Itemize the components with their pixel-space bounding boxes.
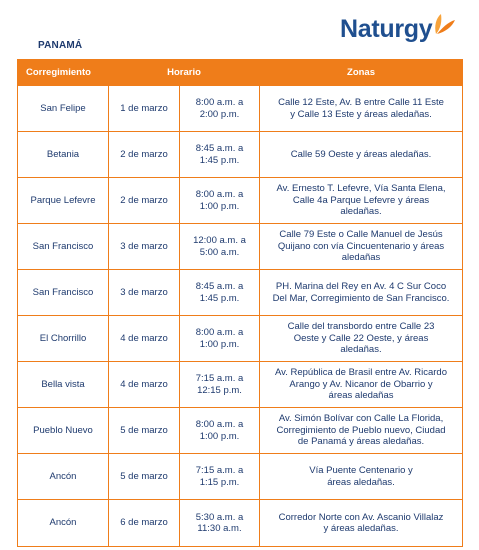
butterfly-icon [430,12,456,40]
cell-corregimiento-line: Betania [46,148,80,160]
cell-horario-line: 5:00 a.m. [199,246,240,258]
cell-corregimiento [18,500,109,547]
cell-zonas-line: aledañas [341,252,381,264]
cell-corregimiento [18,132,109,178]
cell-zonas-line: áreas aledañas. [327,476,395,488]
cell-horario-line: 8:00 a.m. a [195,189,244,200]
cell-fecha [109,270,180,316]
table-row [18,316,463,362]
cell-horario [180,316,260,362]
cell-horario-line: 1:00 p.m. [199,430,240,442]
cell-corregimiento-line: El Chorrillo [39,332,87,344]
cell-zonas-line: áreas aledañas [328,390,394,402]
cell-corregimiento-line: San Felipe [40,102,86,114]
table-row [18,86,463,132]
cell-fecha-line: 6 de marzo [120,517,168,529]
table-row [18,178,463,224]
cell-fecha [109,224,180,270]
cell-fecha-line: 2 de marzo [120,148,168,160]
cell-horario [180,408,260,454]
cell-fecha [109,86,180,132]
cell-corregimiento-line: Parque Lefevre [30,194,96,206]
cell-horario-line: 8:00 a.m. a [195,327,244,338]
table-row [18,454,463,500]
cell-zonas-line: Calle 59 Oeste y áreas aledañas. [290,148,432,160]
table-row [18,224,463,270]
cell-corregimiento [18,86,109,132]
cell-zonas-line: Calle 4a Parque Lefevre y áreas [292,194,430,206]
cell-horario [180,500,260,547]
cell-horario-line: 12:15 p.m. [197,384,242,396]
cell-fecha-line: 4 de marzo [120,332,168,344]
table-row [18,408,463,454]
cell-zonas [260,132,463,178]
cell-zonas-line: Calle 12 Este, Av. B entre Calle 11 Este [278,97,444,108]
table-header-row [18,60,463,86]
cell-zonas-line: aledañas. [340,206,382,218]
cell-fecha-line: 5 de marzo [120,424,168,436]
cell-zonas-line: aledañas. [340,344,382,356]
cell-zonas-line: Vía Puente Centenario y [309,465,413,476]
cell-corregimiento [18,178,109,224]
cell-zonas-line: Oeste y Calle 22 Oeste, y áreas [293,332,429,344]
cell-horario-line: 7:15 a.m. a [195,465,244,476]
cell-horario-line: 8:45 a.m. a [195,281,244,292]
cell-fecha [109,362,180,408]
cell-horario-line: 8:00 a.m. a [195,419,244,430]
cell-fecha-line: 3 de marzo [120,286,168,298]
cell-zonas [260,500,463,547]
schedule-table-container [17,59,462,547]
cell-zonas-line: Del Mar, Corregimiento de San Francisco. [272,292,450,304]
naturgy-logo [340,14,456,48]
region-title: PANAMÁ [38,40,83,51]
cell-horario-line: 2:00 p.m. [199,108,240,120]
cell-corregimiento [18,316,109,362]
header-horario: Horario [109,60,260,86]
cell-horario [180,178,260,224]
cell-corregimiento-line: San Francisco [32,286,94,298]
cell-corregimiento [18,270,109,316]
cell-fecha [109,408,180,454]
cell-zonas [260,362,463,408]
cell-horario-line: 7:15 a.m. a [195,373,244,384]
cell-corregimiento-line: San Francisco [32,240,94,252]
schedule-table [17,59,463,547]
cell-horario-line: 1:45 p.m. [199,154,240,166]
cell-horario-line: 1:00 p.m. [199,338,240,350]
cell-corregimiento [18,224,109,270]
header-zonas: Zonas [260,60,463,86]
cell-horario-line: 12:00 a.m. a [193,235,246,246]
brand-name: Naturgy [340,15,433,43]
cell-fecha [109,454,180,500]
cell-fecha [109,178,180,224]
cell-horario [180,224,260,270]
cell-horario-line: 8:45 a.m. a [195,143,244,154]
cell-zonas-line: Av. República de Brasil entre Av. Ricardo [275,367,447,379]
cell-zonas-line: Quijano con vía Cincuentenario y áreas [277,240,445,252]
cell-horario [180,132,260,178]
cell-corregimiento-line: Pueblo Nuevo [33,424,93,436]
cell-corregimiento-line: Ancón [49,517,77,529]
cell-horario-line: 1:00 p.m. [199,200,240,212]
cell-zonas [260,86,463,132]
header-corregimiento: Corregimiento [18,60,109,86]
cell-zonas-line: y Calle 13 Este y áreas aledañas. [290,108,432,120]
cell-horario [180,454,260,500]
cell-fecha [109,132,180,178]
cell-zonas-line: Calle del transbordo entre Calle 23 [287,321,435,333]
cell-corregimiento-line: Bella vista [41,378,85,390]
cell-horario-line: 5:30 a.m. a [195,511,244,523]
table-row [18,270,463,316]
cell-fecha-line: 3 de marzo [120,240,168,252]
cell-zonas-line: Calle 79 Este o Calle Manuel de Jesús [279,229,443,241]
cell-zonas-line: Av. Ernesto T. Lefevre, Vía Santa Elena, [276,183,446,195]
cell-zonas [260,408,463,454]
cell-horario-line: 8:00 a.m. a [195,97,244,108]
cell-horario [180,362,260,408]
cell-corregimiento [18,454,109,500]
cell-fecha [109,500,180,547]
cell-zonas-line: Arango y Av. Nicanor de Obarrio y [289,378,433,390]
cell-zonas-line: Av. Simón Bolívar con Calle La Florida, [278,413,444,425]
page-header [0,0,479,58]
cell-horario-line: 1:45 p.m. [199,292,240,304]
table-row [18,362,463,408]
cell-zonas [260,224,463,270]
cell-corregimiento [18,362,109,408]
cell-horario [180,86,260,132]
cell-horario [180,270,260,316]
cell-zonas-line: de Panamá y áreas aledañas. [297,436,425,448]
cell-zonas [260,178,463,224]
cell-fecha-line: 2 de marzo [120,194,168,206]
cell-horario-line: 11:30 a.m. [197,523,242,534]
cell-zonas-line: Corredor Norte con Av. Ascanio Villalaz [278,511,444,523]
cell-horario-line: 1:15 p.m. [199,476,240,488]
cell-fecha-line: 1 de marzo [120,102,168,114]
table-row [18,500,463,547]
cell-fecha-line: 5 de marzo [120,470,168,482]
cell-zonas-line: PH. Marina del Rey en Av. 4 C Sur Coco [275,281,447,292]
cell-fecha-line: 4 de marzo [120,378,168,390]
cell-zonas-line: y áreas aledañas. [323,523,399,534]
table-row [18,132,463,178]
cell-zonas-line: Corregimiento de Pueblo nuevo, Ciudad [276,424,446,436]
cell-fecha [109,316,180,362]
cell-corregimiento-line: Ancón [49,470,77,482]
cell-zonas [260,454,463,500]
cell-zonas [260,316,463,362]
cell-zonas [260,270,463,316]
cell-corregimiento [18,408,109,454]
